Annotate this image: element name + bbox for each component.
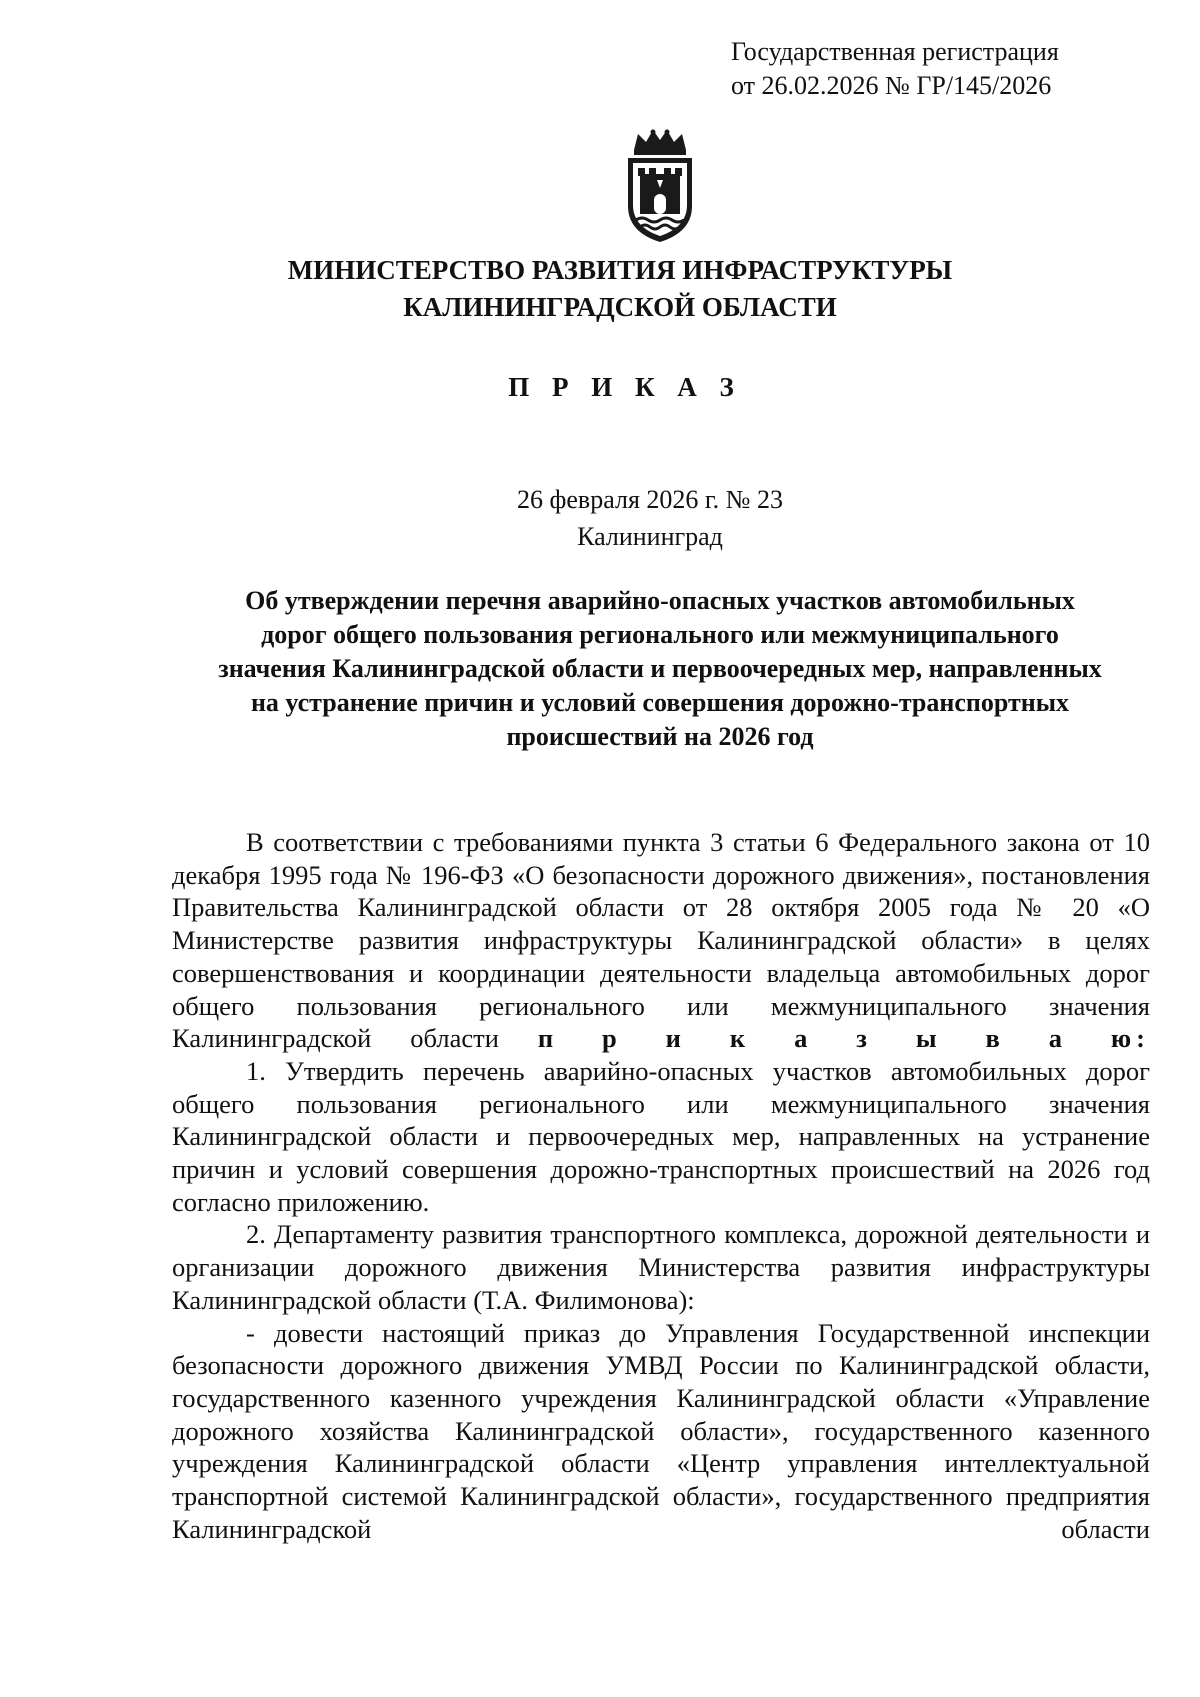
- subject-line: дорог общего пользования регионального или межмуниципального: [261, 620, 1059, 649]
- order-body: [172, 826, 1150, 1545]
- ministry-title-line-1: МИНИСТЕРСТВО РАЗВИТИЯ ИНФРАСТРУКТУРЫ: [287, 255, 953, 285]
- order-heading: П Р И К А З: [508, 372, 742, 402]
- registration-stamp: [731, 35, 1151, 103]
- order-subject: [170, 584, 1150, 754]
- ministry-title: [0, 252, 1200, 326]
- order-date-block: [0, 481, 1200, 555]
- subject-line: значения Калининградской области и первоочередных мер, направленных: [218, 654, 1102, 683]
- subject-line: на устранение причин и условий совершения дорожно-транспортных: [250, 688, 1070, 717]
- preamble-paragraph: [172, 826, 1150, 1055]
- item-1-paragraph: 1. Утвердить перечень аварийно-опасных участков автомобильных дорог общего пользования регионального или межмуниципального значения Калининградской области и первоочередных мер, направленных на устранение причин и условий совершения дорожно-транспортных происшествий на 2026 год согласно приложению.: [172, 1055, 1150, 1217]
- kaliningrad-coat-of-arms-icon: [620, 128, 700, 246]
- order-city: Калининград: [577, 522, 723, 551]
- registration-line-1: Государственная регистрация: [731, 37, 1059, 66]
- registration-line-2: от 26.02.2026 № ГР/145/2026: [731, 71, 1052, 100]
- subject-line: Об утверждении перечня аварийно-опасных участков автомобильных: [245, 586, 1075, 615]
- ministry-title-line-2: КАЛИНИНГРАДСКОЙ ОБЛАСТИ: [403, 292, 837, 322]
- decree-word: п р и к а з ы в а ю:: [537, 1023, 1150, 1054]
- subject-line: происшествий на 2026 год: [506, 722, 814, 751]
- preamble-text: В соответствии с требованиями пункта 3 статьи 6 Федерального закона от 10 декабря 1995 года № 196-ФЗ «О безопасности дорожного движения», постановления Правительства Калининградской области от 28 октября 2005 года № 20 «О Министерстве развития инфраструктуры Калининградской области» в целях совершенствования и координации деятельности владельца автомобильных дорог общего пользования регионального или межмуниципального значения Калининградской области: [172, 827, 1150, 1054]
- item-2-paragraph: 2. Департаменту развития транспортного комплекса, дорожной деятельности и организации дорожного движения Министерства развития инфраструктуры Калининградской области (Т.А. Филимонова):: [172, 1219, 1150, 1315]
- item-2-subparagraph: - довести настоящий приказ до Управления Государственной инспекции безопасности дорожного движения УМВД России по Калининградской области, государственного казенного учреждения Калининградской области «Управление дорожного хозяйства Калининградской области», государственного казенного учреждения Калининградской области «Центр управления интеллектуальной транспортной системой Калининградской области», государственного предприятия Калининградской области: [172, 1317, 1150, 1544]
- order-date-number: 26 февраля 2026 г. № 23: [517, 485, 783, 514]
